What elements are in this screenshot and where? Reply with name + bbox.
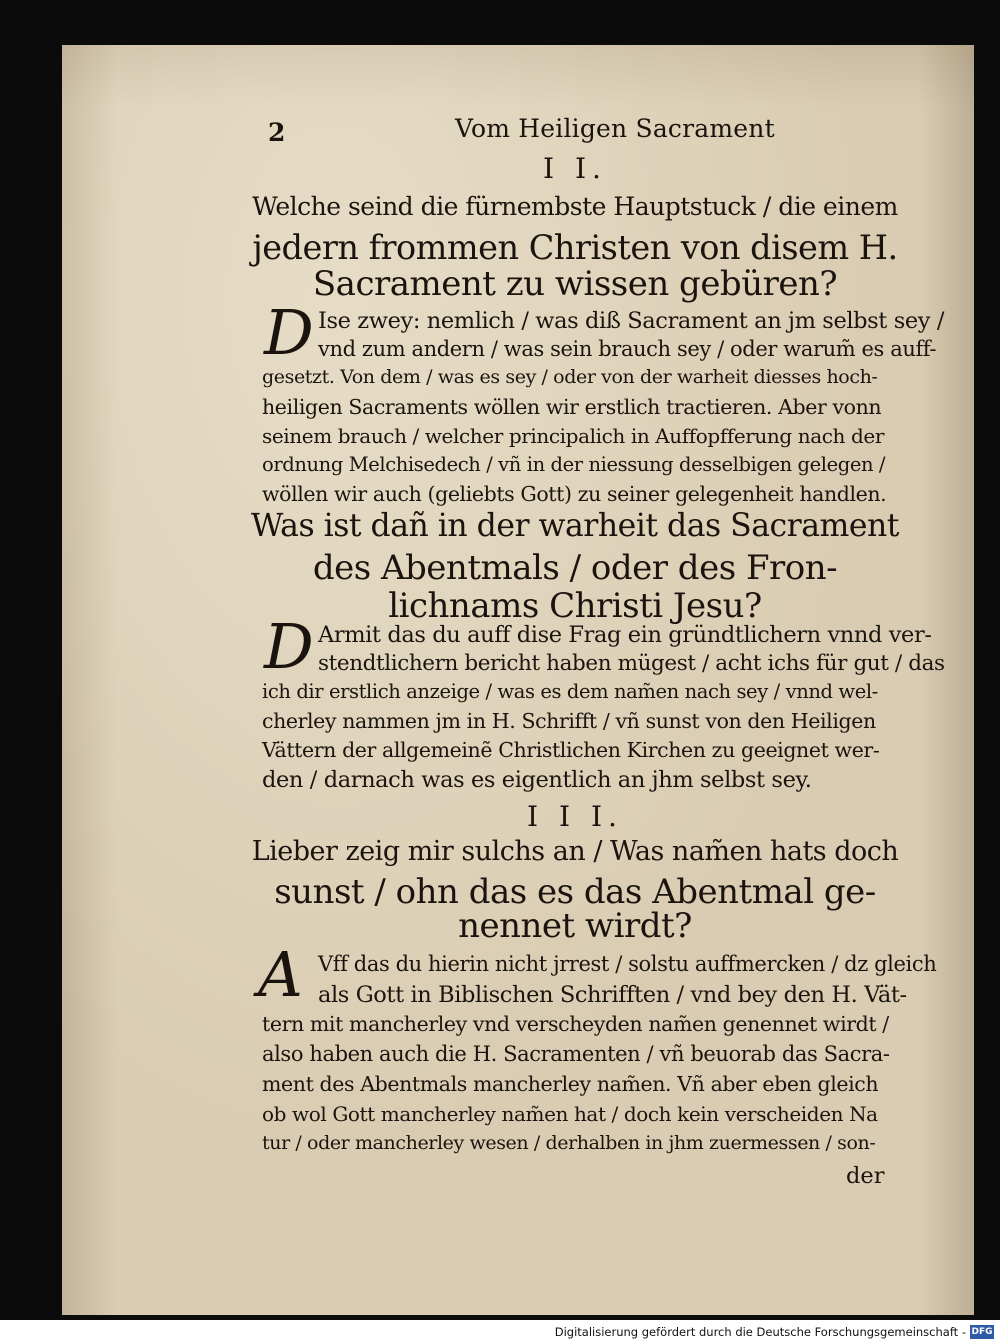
page-number: 2: [268, 118, 286, 147]
body-line: ich dir erstlich anzeige / was es dem nam̃en nach sey / vnnd wel-: [262, 680, 878, 703]
running-head: Vom Heiligen Sacrament: [455, 114, 775, 143]
body-line: tur / oder mancherley wesen / derhalben in jhm zuermessen / son-: [262, 1132, 876, 1154]
body-line: ment des Abentmals mancherley nam̃en. Vñ aber eben gleich: [262, 1072, 879, 1096]
section-heading-line: Sacrament zu wissen gebüren?: [312, 264, 838, 304]
body-line: den / darnach was es eigentlich an jhm selbst sey.: [262, 767, 812, 793]
section-heading-line: Welche seind die fürnembste Hauptstuck / die einem: [252, 192, 898, 221]
body-line: Armit das du auff dise Frag ein gründtlichern vnnd ver-: [318, 622, 932, 648]
body-line: stendtlichern bericht haben mügest / acht ichs für gut / das: [318, 651, 945, 676]
funding-credit: Digitalisierung gefördert durch die Deutsche Forschungsgemeinschaft -: [554, 1325, 966, 1339]
body-line: gesetzt. Von dem / was es sey / oder von der warheit diesses hoch-: [262, 366, 878, 388]
section-number: I I I.: [527, 800, 623, 833]
body-line: ob wol Gott mancherley nam̃en hat / doch kein verscheiden Na: [262, 1102, 878, 1126]
section-heading-line: nennet wirdt?: [458, 906, 692, 946]
body-line: ordnung Melchisedech / vñ in der niessung desselbigen gelegen /: [262, 453, 886, 476]
body-line: Ise zwey: nemlich / was diß Sacrament an jm selbst sey /: [318, 308, 945, 334]
body-line: vnd zum andern / was sein brauch sey / oder warum̃ es auff-: [318, 337, 937, 361]
drop-cap: D: [264, 610, 314, 683]
footer-bar: [0, 1320, 1000, 1344]
body-line: wöllen wir auch (geliebts Gott) zu seiner gelegenheit handlen.: [262, 482, 887, 506]
section-heading-line: Lieber zeig mir sulchs an / Was nam̃en hats doch: [251, 836, 899, 867]
body-line: heiligen Sacraments wöllen wir erstlich tractieren. Aber vonn: [262, 395, 882, 419]
section-heading-line: lichnams Christi Jesu?: [388, 586, 762, 626]
section-number: I I.: [543, 152, 607, 185]
body-line: cherley nammen jm in H. Schrifft / vñ sunst von den Heiligen: [262, 709, 876, 733]
body-line: seinem brauch / welcher principalich in Auffopfferung nach der: [262, 424, 884, 448]
section-heading-line: Was ist dañ in der warheit das Sacrament: [251, 508, 899, 544]
body-line: Vff das du hierin nicht jrrest / solstu auffmercken / dz gleich: [318, 952, 937, 976]
catchword: der: [846, 1163, 885, 1189]
drop-cap: A: [258, 938, 303, 1011]
section-heading-line: jedern frommen Christen von disem H.: [252, 228, 898, 267]
section-heading-line: des Abentmals / oder des Fron-: [312, 548, 838, 588]
section-heading-line: sunst / ohn das es das Abentmal ge-: [274, 872, 876, 912]
body-line: als Gott in Biblischen Schrifften / vnd bey den H. Vät-: [318, 982, 907, 1008]
body-line: also haben auch die H. Sacramenten / vñ beuorab das Sacra-: [262, 1042, 890, 1066]
drop-cap: D: [264, 296, 314, 369]
body-line: Vättern der allgemeinẽ Christlichen Kirchen zu geeignet wer-: [262, 738, 880, 762]
body-line: tern mit mancherley vnd verscheyden nam̃en genennet wirdt /: [262, 1012, 889, 1036]
dfg-logo-icon[interactable]: DFG: [971, 1327, 993, 1337]
